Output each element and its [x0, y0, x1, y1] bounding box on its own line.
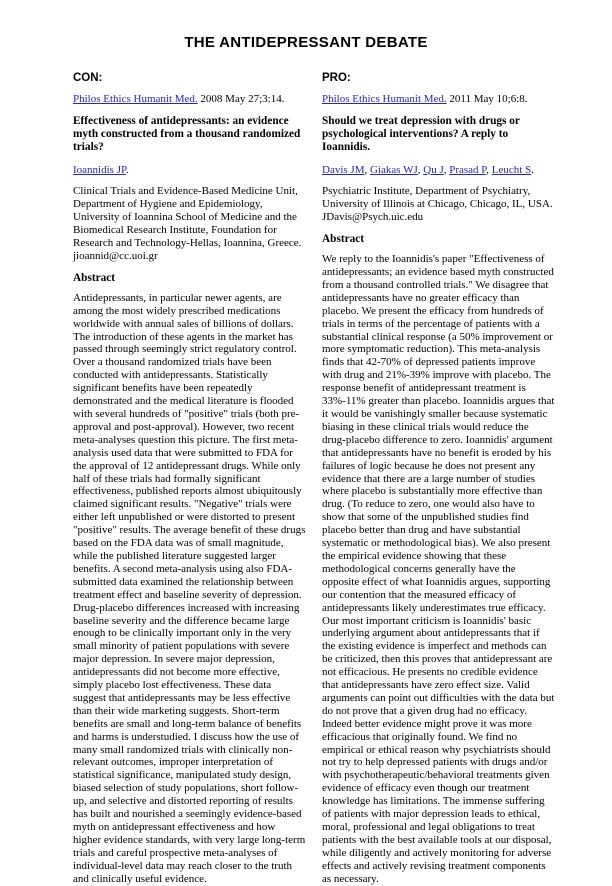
pro-abstract-text: We reply to the Ioannidis's paper "Effectiveness of antidepressants; an evidence based myth constructed from a thousand controlled trials." We disagree that antidepressants have no greater efficacy than placebo. We present the efficacy from hundreds of trials in terms of the percentage of patients with a substantial clinical response (a 50% improvement or more symptomatic reduction). This meta-analysis finds that 42-70% of depressed patients improve with drug and 21%-39% improve with placebo. The response benefit of antidepressant treatment is 33%-11% greater than placebo. Ioannidis argues that it would be vanishingly smaller because systematic biasing in these clinical trials would reduce the drug-placebo difference to zero. Ioannidis' argument that antidepressants have no benefit is eroded by his failures of logic because he does not present any evidence that there are a large number of studies where placebo is substantially more effective than drug. (To reduce to zero, one would also have to show that some of the unpublished studies find placebo better than drug and have substantial systematic or methodological bias). We also present the empirical evidence showing that these methodological concerns generally have the opposite effect of what Ioannidis argues, supporting our contention that the measured efficacy of antidepressants likely underestimates true efficacy. Our most important criticism is Ioannidis' basic underlying argument about antidepressants that if the existing evidence is imperfect and methods can be criticized, then this proves that antidepressant are not efficacious. He presents no credible evidence that antidepressants have zero effect size. Valid arguments can point out difficulties with the data but do not prove that a given drug had no efficacy. Indeed better evidence might prove it was more efficacious that originally found. We find no empirical or ethical reason why psychiatrists should not try to help depressed patients with drugs and/or with psychotherapeutic/behavioral treatments given evidence of efficacy even though our treatment knowledge has limitations. The immense suffering of patients with major depression leads to ethical, moral, professional and legal obligations to treat patients with the best available tools at our disposal, while diligently and actively monitoring for adverse effects and actively revising treatment components as necessary.: [322, 253, 555, 885]
page-title: THE ANTIDEPRESSANT DEBATE: [184, 34, 428, 51]
pro-abstract-heading: Abstract: [322, 233, 365, 246]
pro-label: PRO:: [322, 72, 351, 84]
con-affiliation: Clinical Trials and Evidence-Based Medicine Unit, Department of Hygiene and Epidemiology, University of Ioannina School of Medicine and the Biomedical Research Institute, Foundation for Research and Technology-Hellas, Ioannina, Greece. jioannid@cc.uoi.gr: [73, 185, 302, 262]
con-label: CON:: [73, 72, 103, 84]
pro-journal-line: [322, 93, 555, 106]
con-column: [73, 72, 306, 886]
con-abstract-text: Antidepressants, in particular newer agents, are among the most widely prescribed medications worldwide with annual sales of billions of dollars. The introduction of these agents in the market has passed through seemingly strict regulatory control. Over a thousand randomized trials have been conducted with antidepressants. Statistically significant benefits have been repeatedly demonstrated and the medical literature is flooded with several hundreds of "positive" trials (both pre-approval and post-approval). However, two recent meta-analyses question this picture. The first meta-analysis used data that were submitted to FDA for the approval of 12 antidepressant drugs. While only half of these trials had formally significant effectiveness, published reports almost ubiquitously claimed significant results. "Negative" trials were either left unpublished or were distorted to present "positive" results. The average benefit of these drugs based on the FDA data was of small magnitude, while the published literature suggested larger benefits. A second meta-analysis using also FDA-submitted data examined the relationship between treatment effect and baseline severity of depression. Drug-placebo differences increased with increasing baseline severity and the difference became large enough to be clinically important only in the very small minority of patient populations with severe major depression. In severe major depression, antidepressants did not become more effective, simply placebo lost effectiveness. These data suggest that antidepressants may be less effective than their wide marketing suggests. Short-term benefits are small and long-term balance of benefits and harms is understudied. I discuss how the use of many small randomized trials with clinically non-relevant outcomes, improper interpretation of statistical significance, manipulated study design, biased selection of study populations, short follow-up, and selective and distorted reporting of results has built and nourished a seemingly evidence-based myth on antidepressant effectiveness and how higher evidence standards, with very large long-term trials and careful prospective meta-analyses of individual-level data may reach closer to the truth and clinically useful evidence.: [73, 291, 306, 885]
con-journal-link[interactable]: Philos Ethics Humanit Med.: [73, 93, 198, 105]
pro-journal-link[interactable]: Philos Ethics Humanit Med.: [322, 93, 447, 105]
con-journal-line: [73, 93, 306, 106]
author-link[interactable]: Prasad P: [449, 163, 487, 176]
author-link[interactable]: Giakas WJ: [369, 163, 418, 176]
pro-column: [322, 72, 555, 886]
author-link[interactable]: Davis JM: [322, 163, 365, 176]
con-citation: 2008 May 27;3:14.: [197, 93, 285, 105]
pro-affiliation: Psychiatric Institute, Department of Psychiatry, University of Illinois at Chicago, Chicago, IL, USA. JDavis@Psych.uic.edu: [322, 185, 553, 224]
author-link[interactable]: Leucht S: [491, 163, 532, 176]
con-article-title: Effectiveness of antidepressants: an evidence myth constructed from a thousand randomized trials?: [73, 114, 301, 154]
pro-article-title: Should we treat depression with drugs or psychological interventions? A reply to Ioannidis.: [322, 114, 520, 154]
pro-authors-line: Davis JM, Giakas WJ, Qu J, Prasad P, Leucht S.: [322, 163, 534, 176]
author-link[interactable]: Qu J: [423, 163, 444, 176]
pro-citation: 2011 May 10;6:8.: [446, 93, 528, 105]
con-authors-line: Ioannidis JP.: [73, 163, 129, 176]
author-link[interactable]: Ioannidis JP: [73, 163, 126, 176]
document-page: [0, 34, 612, 885]
con-abstract-heading: Abstract: [73, 271, 116, 284]
two-column-layout: [0, 72, 612, 886]
